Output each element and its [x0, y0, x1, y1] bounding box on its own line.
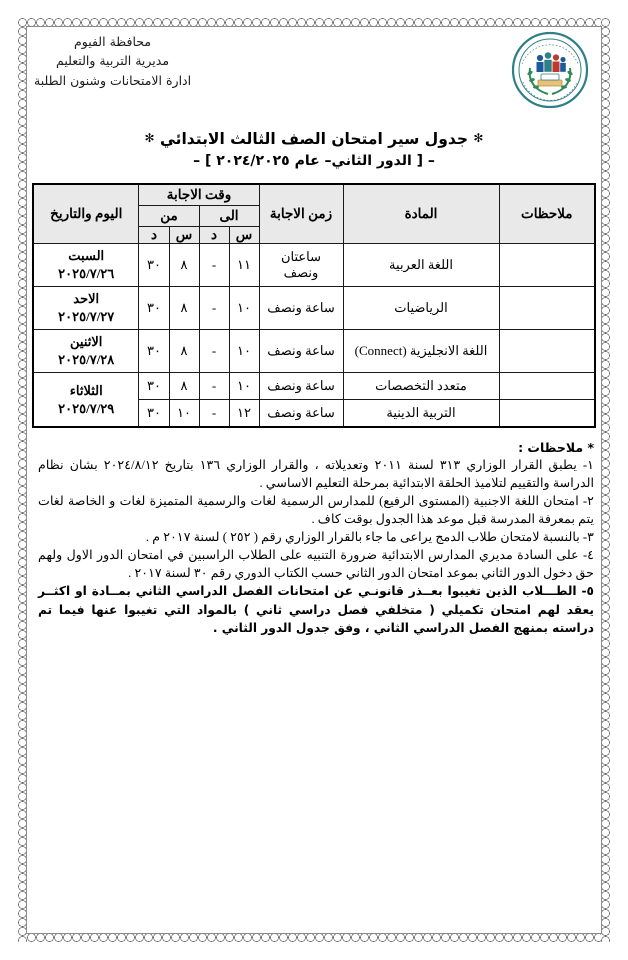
cell-from-minute: ٣٠: [139, 287, 169, 330]
logo-icon: [506, 28, 594, 112]
cell-from-minute: ٣٠: [139, 244, 169, 287]
note-item: ٥- الطـــلاب الذين تغيبوا بعــذر قانونـي عن امتحانات الفصل الدراسي الثاني بمــادة او اكثــر يعقد لهم امتحان تكميلي ( متخلفي فصل دراسي ثاني ) بالمواد التي تغيبوا عنها فيما تم دراسته بمنهج الفصل الدراسي الثاني ، وفق جدول الدور الثاني .: [38, 584, 594, 635]
star-icon-left: ✻: [144, 131, 155, 145]
organization-lines: [34, 28, 217, 90]
cell-duration: ساعة ونصف: [259, 400, 343, 428]
cell-duration: ساعة ونصف: [259, 330, 343, 373]
cell-day-name: الاثنين: [70, 334, 103, 350]
table-body: [33, 244, 595, 428]
cell-from-hour: ١٠: [169, 400, 199, 428]
governorate-label: محافظة الفيوم: [74, 34, 152, 49]
document-content: [34, 28, 594, 637]
cell-subject: اللغة الانجليزية (Connect): [343, 330, 499, 373]
cell-subject: متعدد التخصصات: [343, 373, 499, 400]
cell-notes: [499, 244, 595, 287]
cell-day-name: السبت: [68, 248, 105, 264]
cell-duration: ساعة ونصف: [259, 287, 343, 330]
cell-day-name: الاحد: [73, 291, 100, 307]
col-header-duration: زمن الاجابة: [259, 184, 343, 244]
exam-schedule-table: [32, 183, 596, 428]
table-header-row-1: [33, 184, 595, 206]
cell-date: [33, 330, 139, 373]
unit-from-minute: د: [139, 227, 169, 244]
cell-subject: الرياضيات: [343, 287, 499, 330]
table-row: [33, 287, 595, 330]
note-item: ٤- على السادة مديري المدارس الابتدائية ضرورة التنبيه على الطلاب الراسبين في امتحان الدور الاول ولهم حق دخول الدور الثاني بموعد امتحان الدور الثاني حسب الكتاب الدوري رقم ٣٠ لسنة ٢٠١٧ .: [38, 548, 594, 581]
star-icon-right: ✻: [473, 131, 484, 145]
table-row: [33, 373, 595, 400]
cell-from-hour: ٨: [169, 244, 199, 287]
cell-to-minute: -: [199, 400, 229, 428]
table-head: [33, 184, 595, 244]
col-header-answer-time: وقت الاجابة: [139, 184, 259, 206]
notes-section: [38, 440, 594, 637]
cell-subject: اللغة العربية: [343, 244, 499, 287]
document-header: [34, 28, 594, 120]
frame-edge-right: [601, 18, 610, 942]
cell-date-value: ٢٠٢٥/٧/٢٧: [58, 309, 115, 324]
unit-from-hour: س: [169, 227, 199, 244]
education-logo: [506, 28, 594, 112]
cell-notes: [499, 287, 595, 330]
col-header-from: من: [139, 206, 199, 227]
table-row: [33, 244, 595, 287]
cell-from-hour: ٨: [169, 287, 199, 330]
cell-notes: [499, 373, 595, 400]
table-row: [33, 330, 595, 373]
cell-date: [33, 373, 139, 428]
cell-from-hour: ٨: [169, 373, 199, 400]
cell-to-minute: -: [199, 373, 229, 400]
cell-day-name: الثلاثاء: [69, 382, 103, 398]
cell-duration: ساعة ونصف: [259, 373, 343, 400]
cell-date-value: ٢٠٢٥/٧/٢٨: [58, 352, 115, 367]
cell-date-value: ٢٠٢٥/٧/٢٩: [58, 400, 115, 416]
page-title-text: جدول سير امتحان الصف الثالث الابتدائي: [159, 130, 468, 148]
cell-to-minute: -: [199, 244, 229, 287]
col-header-to: الى: [199, 206, 259, 227]
col-header-notes: ملاحظات: [499, 184, 595, 244]
cell-from-hour: ٨: [169, 330, 199, 373]
cell-to-minute: -: [199, 287, 229, 330]
note-item: ١- يطبق القرار الوزاري ٣١٣ لسنة ٢٠١١ وتعديلاته ، والقرار الوزاري ١٣٦ بتاريخ ٢٠٢٤/٨/١٢ بشان نظام الدراسة والتقييم لتلاميذ الحلقة الابتدائية بمرحلة التعليم الاساسي .: [38, 458, 594, 491]
cell-from-minute: ٣٠: [139, 400, 169, 428]
cell-from-minute: ٣٠: [139, 330, 169, 373]
col-header-date: اليوم والتاريخ: [33, 184, 139, 244]
unit-to-minute: د: [199, 227, 229, 244]
title-block: [34, 130, 594, 169]
cell-notes: [499, 330, 595, 373]
frame-edge-bottom: [18, 933, 610, 942]
cell-date: [33, 244, 139, 287]
cell-date-value: ٢٠٢٥/٧/٢٦: [58, 266, 115, 281]
department-label: ادارة الامتحانات وشنون الطلبة: [34, 72, 192, 88]
cell-to-minute: -: [199, 330, 229, 373]
cell-notes: [499, 400, 595, 428]
cell-to-hour: ١١: [229, 244, 259, 287]
cell-to-hour: ١٢: [229, 400, 259, 428]
directorate-label: مديرية التربية والتعليم: [56, 53, 170, 69]
note-item: ٣- بالنسبة لامتحان طلاب الدمج يراعى ما جاء بالقرار الوزاري رقم ( ٢٥٢ ) لسنة ٢٠١٧ م .: [145, 530, 594, 545]
page-subtitle: – [ الدور الثاني– عام ٢٠٢٤/٢٠٢٥ ] –: [193, 153, 435, 169]
cell-to-hour: ١٠: [229, 373, 259, 400]
page-title: [34, 130, 594, 148]
cell-to-hour: ١٠: [229, 330, 259, 373]
note-item: ٢- امتحان اللغة الاجنبية (المستوى الرفيع) للمدارس الرسمية لغات والرسمية المتميزة لغات و الخاصة لغات يتم بمعرفة المدرسة قبل موعد هذا الجدول بوقت كاف .: [38, 494, 594, 527]
col-header-subject: المادة: [343, 184, 499, 244]
cell-to-hour: ١٠: [229, 287, 259, 330]
unit-to-hour: س: [229, 227, 259, 244]
notes-list: [38, 456, 594, 637]
schedule-table-wrap: [34, 183, 594, 428]
cell-subject: التربية الدينية: [343, 400, 499, 428]
cell-from-minute: ٣٠: [139, 373, 169, 400]
notes-title: * ملاحظات :: [518, 440, 594, 455]
cell-date: [33, 287, 139, 330]
cell-duration: ساعتان ونصف: [259, 244, 343, 287]
